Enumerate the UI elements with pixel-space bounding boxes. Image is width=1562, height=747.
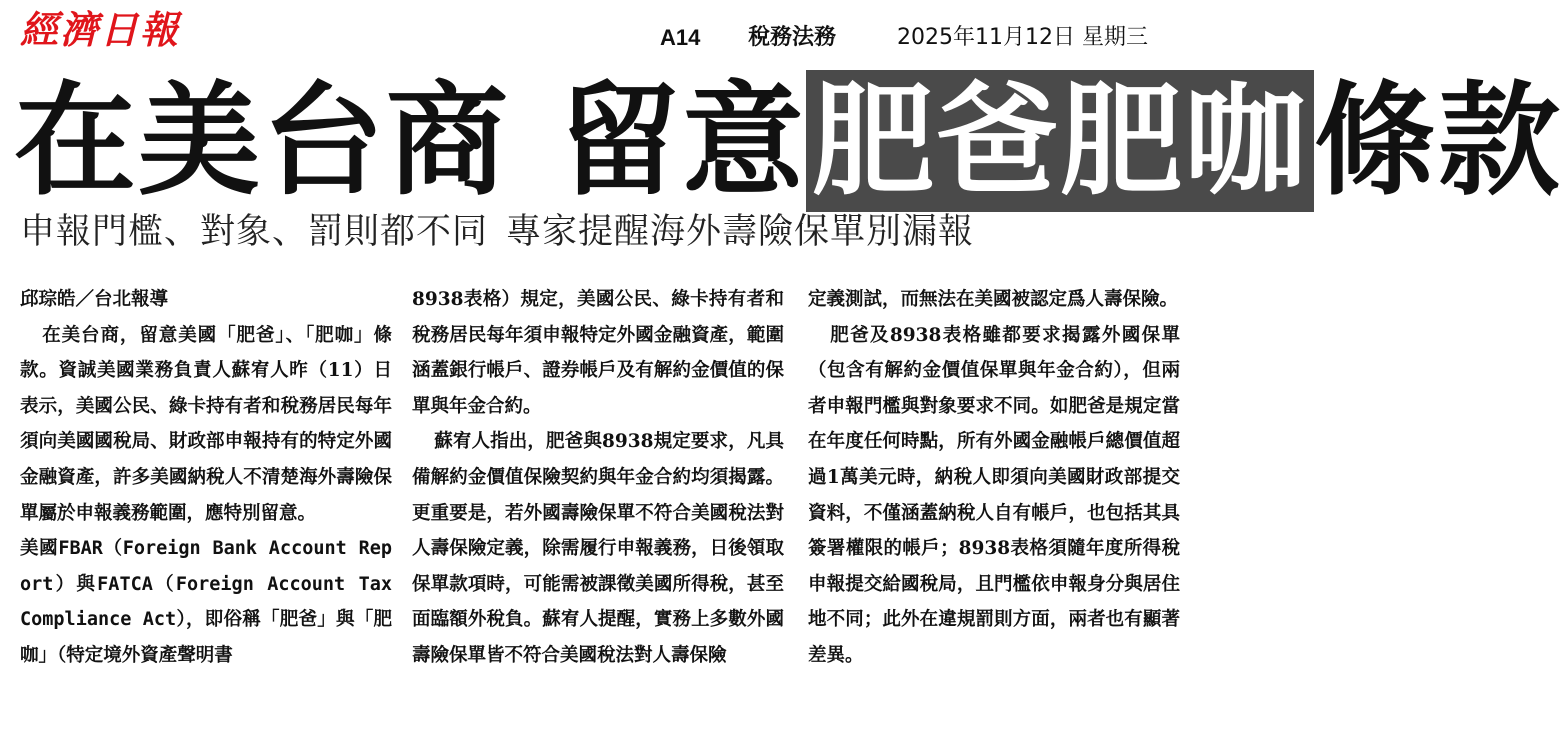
headline-part-3: 條款 [1314,70,1562,212]
article-paragraph: 肥爸及8938表格雖都要求揭露外國保單（包含有解約金價值保單與年金合約），但兩者申報門檻與對象要求不同。如肥爸是規定當在年度任何時點，所有外國金融帳戶總價值超過1萬美元時，納稅人即須向美國財政部提交資料，不僅涵蓋納稅人自有帳戶，也包括其具簽署權限的帳戶；8938表格須隨年度所得稅申報提交給國稅局，且門檻依申報身分與居住地不同；此外在違規罰則方面，兩者也有顯著差異。 [808,324,1180,666]
article-paragraph-continued: 8938表格）規定，美國公民、綠卡持有者和稅務居民每年須申報特定外國金融資產，範圍涵蓋銀行帳戶、證券帳戶及有解約金價值的保單與年金合約。 [412,289,784,417]
headline-part-2: 留意 [558,70,806,212]
article-paragraph: 在美台商，留意美國「肥爸」、「肥咖」條款。資誠美國業務負責人蘇宥人昨（11）日表示，美國公民、綠卡持有者和稅務居民每年須向美國國稅局、財政部申報持有的特定外國金融資產，許多美國納稅人不清楚海外壽險保單屬於申報義務範圍，應特別留意。 [20,324,392,524]
article-paragraph-continued: 定義測試，而無法在美國被認定爲人壽保險。 [808,289,1179,310]
publication-date: 2025年11月12日 星期三 [897,25,1148,50]
article-column-3 [808,282,1180,674]
section-name: 稅務法務 [748,25,837,50]
article-paragraph: 蘇宥人指出，肥爸與8938規定要求，凡具備解約金價值保險契約與年金合約均須揭露。更重要是，若外國壽險保單不符合美國稅法對人壽保險定義，除需履行申報義務，日後領取保單款項時，可能需被課徵美國所得稅，甚至面臨額外稅負。蘇宥人提醒，實務上多數外國壽險保單皆不符合美國稅法對人壽保險 [412,431,784,666]
newspaper-logo: 經濟日報 [20,7,181,52]
subheadline-part-1: 申報門檻、對象、罰則都不同 [20,212,489,252]
article-column-2 [412,282,784,674]
article-column-1 [20,282,392,674]
page-number: A14 [660,25,701,50]
byline: 邱琮皓／台北報導 [20,289,169,310]
headline-highlight: 肥爸肥咖 [806,70,1314,212]
article-paragraph: 美國FBAR（Foreign Bank Account Report）與FATCA（Foreign Account Tax Compliance Act），即俗稱「肥爸」與「肥咖」（特定境外資產聲明書 [20,538,392,666]
subheadline-part-2: 專家提醒海外壽險保單別漏報 [506,212,975,252]
headline-part-1: 在美台商 [14,70,510,212]
masthead [0,0,1202,70]
headline [14,70,1562,212]
subheadline [20,208,974,256]
